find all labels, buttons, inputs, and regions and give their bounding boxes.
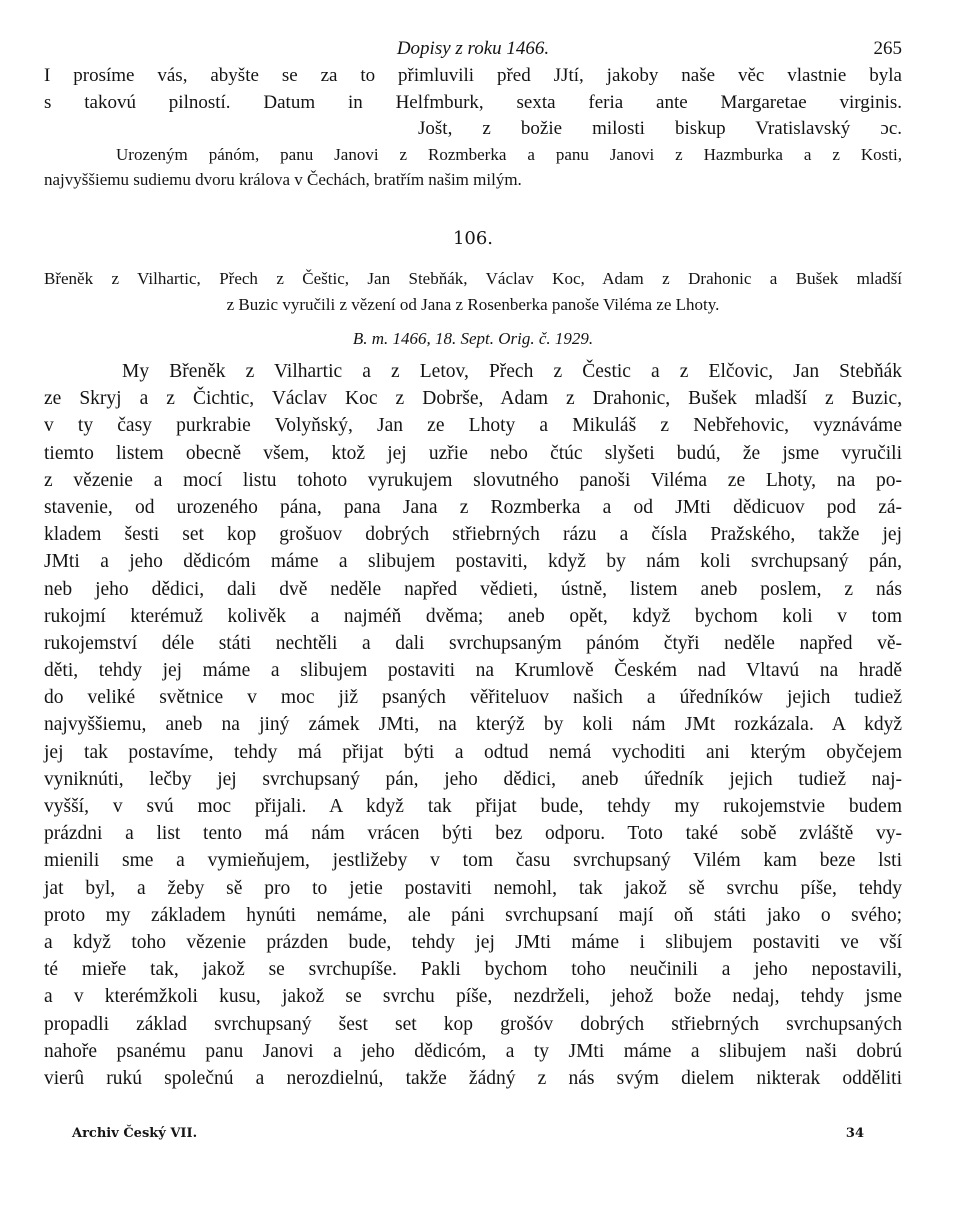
body-line: stavenie, od urozeného pána, pana Jana z Rozmberka a od JMti dědicuov pod zá- <box>44 496 902 518</box>
body-line: vyšší, v svú moc přijali. A když tak přijat bude, tehdy my rukojemstvie budem <box>44 796 902 817</box>
body-line: rukojmí kterémuž kolivěk a najméň dvěma; aneb opět, když bychom koli v tom <box>44 605 902 627</box>
regest-line: z Buzic vyručili z vězení od Jana z Rosenberka panoše Viléma ze Lhoty. <box>226 295 720 314</box>
body-line: z vězenie a mocí listu tohoto vyrukujem slovutného panoši Viléma ze Lhoty, na po- <box>44 469 902 491</box>
body-line: a v kterémžkoli kusu, jakož se svrchu píše, nezdrželi, jehož bože nedaj, tehdy jsme <box>44 986 902 1008</box>
body-line: v ty časy purkrabie Volyňský, Jan ze Lhoty a Mikuláš z Nebřehovic, vyznáváme <box>44 415 902 437</box>
body-line: a když toho vězenie prázden bude, tehdy jej JMti máme i slibujem postaviti ve vší <box>44 931 902 953</box>
signature-mark: 34 <box>845 1126 864 1141</box>
page-footer <box>72 1126 864 1141</box>
body-line: do veliké světnice v moc již psaných věřiteluov našich a úředníków jejich tudiež <box>44 687 902 709</box>
text-line: I prosíme vás, abyšte se za to přimluvili před JJtí, jakoby naše věc vlastnie byla <box>44 65 902 86</box>
body-line: vierû rukú společnú a nerozdielnú, takže žádný z nás svým dielem nikterak odděliti <box>44 1067 902 1089</box>
letter-address <box>44 142 902 192</box>
body-line: proto my základem hynúti nemáme, ale páni svrchupsaní mají oň státi jako o svého; <box>44 904 902 926</box>
body-line: neb jeho dědici, dali dvě neděle napřed vědieti, ústně, listem aneb poslem, z nás <box>44 578 902 600</box>
address-line: najvyššiemu sudiemu dvoru králova v Čechách, bratřím našim milým. <box>44 170 522 189</box>
body-line: kladem šesti set kop grošuov dobrých střiebrných rázu a čísla Pražského, takže jej <box>44 524 902 546</box>
document-source: B. m. 1466, 18. Sept. Orig. č. 1929. <box>352 329 594 348</box>
body-line: té mieře tak, jakož se svrchupíše. Pakli bychom toho neučinili a jeho nepostavili, <box>44 959 902 981</box>
text-line: s takovú pilností. Datum in Helfmburk, sexta feria ante Margaretae virginis. <box>44 92 902 113</box>
body-line: jej tak postavíme, tehdy má přijat býti a odtud nemá vychoditi ani kterým obyčejem <box>44 741 902 763</box>
document-page <box>44 30 902 1092</box>
body-line: tiemto listem obecně všem, ktož jej uzřie nebo čtúc slyšeti budú, že jsme vyručili <box>44 442 902 464</box>
body-line: ze Skryj a z Čichtic, Václav Koc z Dobrše, Adam z Drahonic, Bušek mladší z Buzic, <box>44 388 902 410</box>
document-body <box>44 358 902 1092</box>
body-line: JMti a jeho dědicóm máme a slibujem postaviti, když by nám koli svrchupsaný pán, <box>44 551 902 573</box>
body-line: prázdni a list tento má nám vrácen býti bez odporu. Toto také sobě zvláště vy- <box>44 823 902 845</box>
body-line: rukojemství déle státi nechtěli a dali svrchupsaným pánóm čtyři neděle napřed vě- <box>44 632 902 654</box>
letter-signature: Jošt, z božie milosti biskup Vratislavský ɔc. <box>418 118 902 139</box>
body-line: vyniknúti, lečby jej svrchupsaný pán, jeho dědici, aneb úředník jejich tudiež naj- <box>44 768 902 790</box>
document-regest <box>44 266 902 318</box>
body-line: My Břeněk z Vilhartic a z Letov, Přech z Čestic a z Elčovic, Jan Stebňák <box>122 361 902 382</box>
body-line: najvyššiemu, aneb na jiný zámek JMti, na kterýž by koli nám JMt rozkázala. A když <box>44 714 902 736</box>
previous-letter-closing <box>44 62 902 116</box>
regest-line: Břeněk z Vilhartic, Přech z Češtic, Jan Stebňák, Václav Koc, Adam z Drahonic a Bušek mladší <box>44 269 902 288</box>
body-line: děti, tehdy jej máme a slibujem postaviti na Krumlově Českém nad Vltavú na hradě <box>44 660 902 682</box>
body-line: jat byl, a žeby sě pro to jetie postaviti nemohl, tak jakož sě svrchu píše, tehdy <box>44 877 902 899</box>
body-line: nahoře psanému panu Janovi a jeho dědicóm, a ty JMti máme a slibujem naši dobrú <box>44 1040 902 1062</box>
running-head <box>44 30 902 62</box>
page-number: 265 <box>873 38 902 59</box>
address-line: Urozeným pánóm, panu Janovi z Rozmberka a panu Janovi z Hazmburka a z Kosti, <box>116 145 902 164</box>
running-title: Dopisy z roku 1466. <box>396 38 550 59</box>
body-line: mienili sme a vymieňujem, jestližeby v tom času svrchupsaný Vilém kam beze lsti <box>44 850 902 872</box>
body-line: propadli základ svrchupsaný šest set kop grošóv dobrých střiebrných svrchupsaných <box>44 1013 902 1035</box>
series-title: Archiv Český VII. <box>72 1126 198 1141</box>
document-number: 106. <box>452 228 494 249</box>
